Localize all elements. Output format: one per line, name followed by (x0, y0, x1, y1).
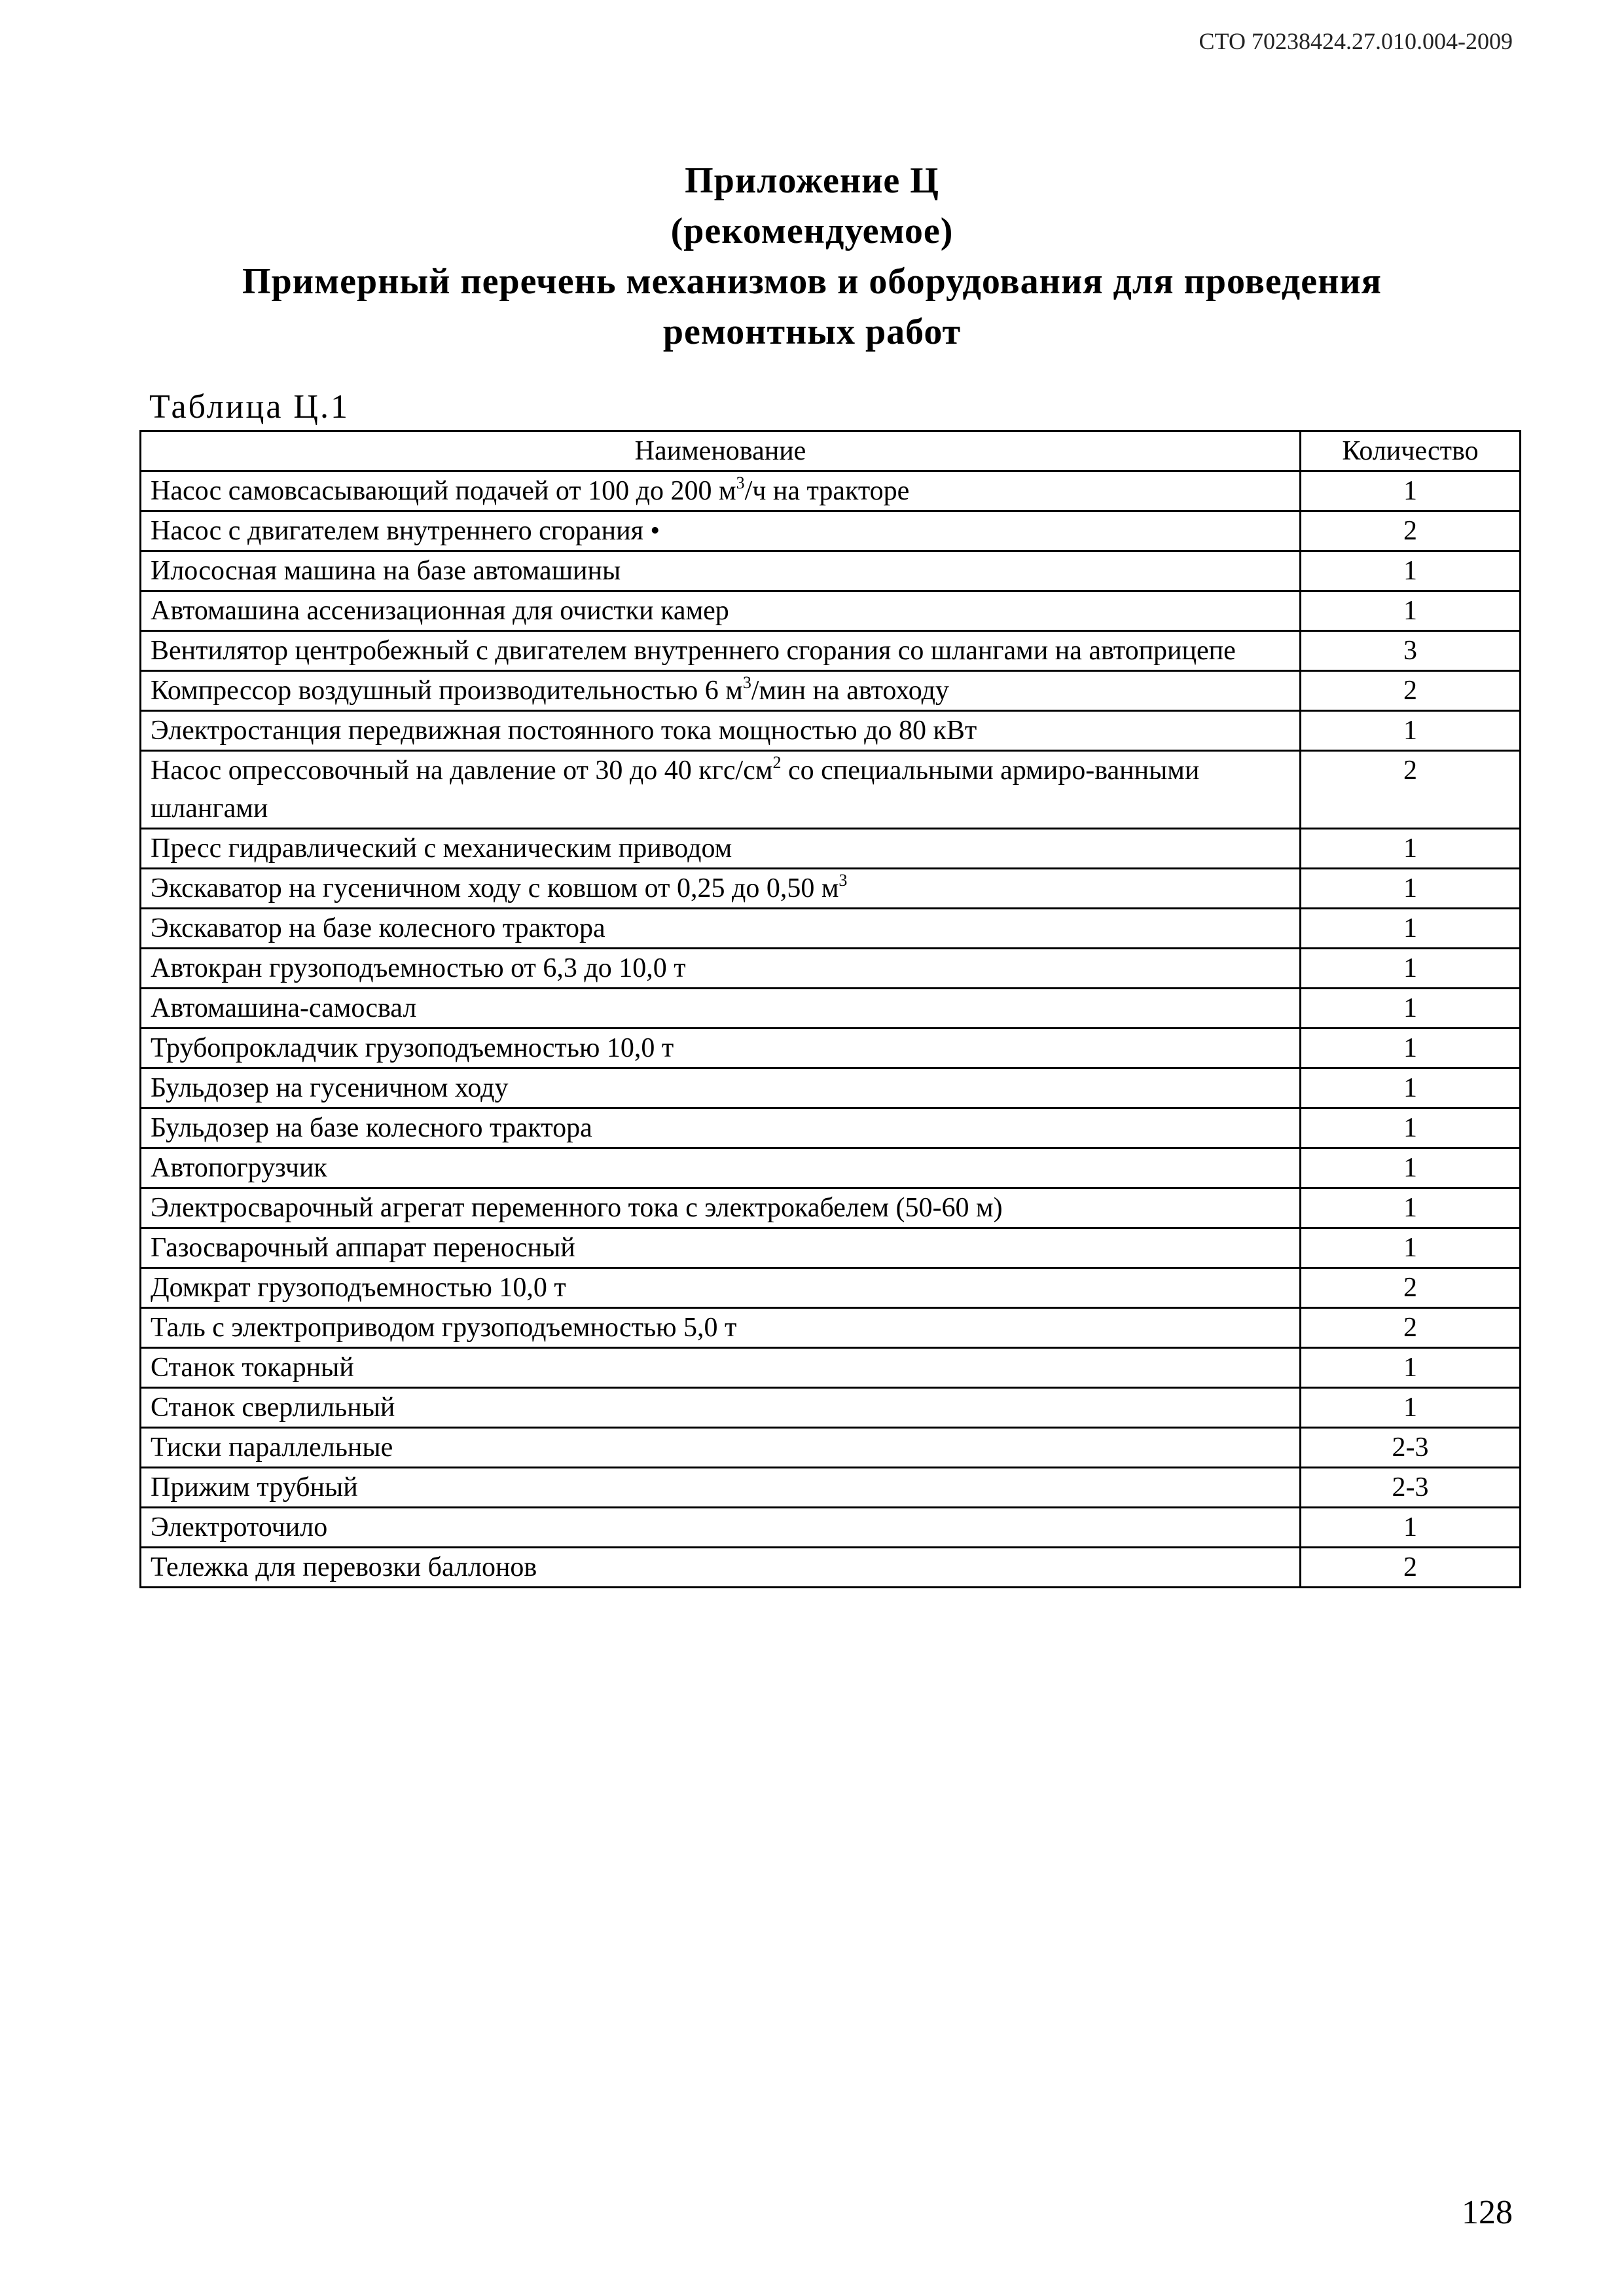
equipment-name-cell (141, 1148, 1301, 1188)
table-row (141, 1188, 1521, 1228)
table-row (141, 1348, 1521, 1388)
appendix-subject-line-2: ремонтных работ (662, 312, 962, 352)
equipment-name-cell (141, 1228, 1301, 1268)
equipment-name-cell (141, 1348, 1301, 1388)
quantity-cell: 3 (1301, 631, 1521, 671)
equipment-name-text: Электросварочный агрегат переменного тока с электрокабелем (50-60 м) (151, 1193, 1003, 1223)
equipment-name-cell (141, 1548, 1301, 1588)
equipment-name-cell (141, 1508, 1301, 1548)
equipment-name-cell (141, 1388, 1301, 1428)
equipment-name-cell (141, 989, 1301, 1029)
quantity-cell: 2-3 (1301, 1428, 1521, 1468)
table-row (141, 1428, 1521, 1468)
quantity-cell: 1 (1301, 1068, 1521, 1108)
equipment-name-cell (141, 1188, 1301, 1228)
equipment-name-text: Автомашина ассенизационная для очистки камер (151, 596, 729, 626)
table-row (141, 1108, 1521, 1148)
table-row (141, 1468, 1521, 1508)
quantity-cell: 2 (1301, 671, 1521, 711)
equipment-name-text: Насос опрессовочный на давление от 30 до 40 кгс/см (151, 756, 773, 786)
equipment-name-cell (141, 511, 1301, 551)
equipment-name-cell (141, 1029, 1301, 1068)
equipment-name-text: Тележка для перевозки баллонов (151, 1552, 537, 1582)
equipment-name-cell (141, 631, 1301, 671)
quantity-cell: 2 (1301, 1268, 1521, 1308)
equipment-name-text: Электроточило (151, 1512, 328, 1542)
equipment-name-cell (141, 711, 1301, 751)
equipment-name-text: Тиски параллельные (151, 1432, 393, 1463)
table-row (141, 631, 1521, 671)
table-row (141, 671, 1521, 711)
quantity-cell: 1 (1301, 949, 1521, 989)
quantity-cell: 1 (1301, 1348, 1521, 1388)
quantity-cell: 1 (1301, 551, 1521, 591)
table-body (141, 471, 1521, 1588)
equipment-name-text: Вентилятор центробежный с двигателем внутреннего сгорания со шлангами на автоприцепе (151, 636, 1236, 666)
equipment-name-cell (141, 1108, 1301, 1148)
equipment-name-cell (141, 591, 1301, 631)
equipment-name-text: Экскаватор на гусеничном ходу с ковшом от 0,25 до 0,50 м (151, 873, 839, 903)
table-row (141, 1029, 1521, 1068)
equipment-name-text: Пресс гидравлический с механическим приводом (151, 833, 732, 864)
quantity-cell: 1 (1301, 909, 1521, 949)
equipment-name-text: Бульдозер на базе колесного трактора (151, 1113, 592, 1143)
unit-exponent: 3 (839, 871, 848, 890)
equipment-name-text: Домкрат грузоподъемностью 10,0 т (151, 1273, 566, 1303)
equipment-name-text: Электростанция передвижная постоянного тока мощностью до 80 кВт (151, 716, 977, 746)
equipment-name-cell (141, 1308, 1301, 1348)
table-row (141, 711, 1521, 751)
quantity-cell: 2 (1301, 1308, 1521, 1348)
unit-exponent: 2 (772, 753, 782, 772)
table-row (141, 591, 1521, 631)
unit-exponent: 3 (742, 673, 751, 692)
equipment-name-text-continued: со специальными армиро-ванными шлангами (151, 756, 1200, 824)
equipment-name-cell (141, 1468, 1301, 1508)
quantity-cell: 1 (1301, 1508, 1521, 1548)
equipment-name-cell (141, 551, 1301, 591)
appendix-subject-line-1: Примерный перечень механизмов и оборудования для проведения (242, 261, 1382, 302)
equipment-name-text: Насос самовсасывающий подачей от 100 до 200 м (151, 476, 736, 506)
quantity-cell: 2 (1301, 1548, 1521, 1588)
page-number: 128 (1462, 2194, 1513, 2231)
quantity-cell: 1 (1301, 1148, 1521, 1188)
table-row (141, 1548, 1521, 1588)
quantity-cell: 1 (1301, 1188, 1521, 1228)
table-row (141, 1268, 1521, 1308)
equipment-name-text: Автокран грузоподъемностью от 6,3 до 10,0 т (151, 953, 686, 983)
quantity-cell: 1 (1301, 829, 1521, 869)
table-row (141, 1068, 1521, 1108)
equipment-name-text: Илососная машина на базе автомашины (151, 556, 621, 586)
equipment-name-text: Автопогрузчик (151, 1153, 327, 1183)
table-row (141, 989, 1521, 1029)
quantity-cell: 1 (1301, 1029, 1521, 1068)
quantity-cell: 1 (1301, 711, 1521, 751)
appendix-status: (рекомендуемое) (670, 211, 954, 251)
table-row (141, 1148, 1521, 1188)
equipment-name-cell (141, 1068, 1301, 1108)
equipment-name-text: Прижим трубный (151, 1472, 358, 1503)
quantity-cell: 1 (1301, 1228, 1521, 1268)
table-row (141, 551, 1521, 591)
equipment-name-text-continued: /мин на автоходу (751, 676, 949, 706)
quantity-cell: 2 (1301, 751, 1521, 829)
equipment-name-cell (141, 751, 1301, 829)
table-row (141, 909, 1521, 949)
table-row (141, 829, 1521, 869)
column-header-name: Наименование (141, 431, 1301, 471)
table-row (141, 949, 1521, 989)
equipment-name-text: Газосварочный аппарат переносный (151, 1233, 575, 1263)
table-row (141, 869, 1521, 909)
unit-exponent: 3 (736, 473, 745, 492)
quantity-cell: 2 (1301, 511, 1521, 551)
table-header-row (141, 431, 1521, 471)
table-row (141, 1308, 1521, 1348)
table-row (141, 1388, 1521, 1428)
table-row (141, 511, 1521, 551)
quantity-cell: 2-3 (1301, 1468, 1521, 1508)
equipment-name-text: Таль с электроприводом грузоподъемностью 5,0 т (151, 1313, 737, 1343)
equipment-name-text: Станок сверлильный (151, 1393, 395, 1423)
table-caption: Таблица Ц.1 (149, 388, 350, 426)
equipment-name-cell (141, 471, 1301, 511)
quantity-cell: 1 (1301, 591, 1521, 631)
appendix-title: Приложение Ц (685, 160, 939, 201)
appendix-heading (0, 156, 1624, 357)
equipment-table (139, 430, 1521, 1588)
quantity-cell: 1 (1301, 869, 1521, 909)
equipment-name-text: Станок токарный (151, 1353, 354, 1383)
equipment-name-text: Трубопрокладчик грузоподъемностью 10,0 т (151, 1033, 674, 1063)
equipment-name-cell (141, 949, 1301, 989)
equipment-name-text: Бульдозер на гусеничном ходу (151, 1073, 509, 1103)
quantity-cell: 1 (1301, 1388, 1521, 1428)
quantity-cell: 1 (1301, 471, 1521, 511)
quantity-cell: 1 (1301, 989, 1521, 1029)
equipment-name-cell (141, 829, 1301, 869)
table-row (141, 1508, 1521, 1548)
equipment-name-cell (141, 671, 1301, 711)
table-row (141, 471, 1521, 511)
equipment-name-text: Насос с двигателем внутреннего сгорания • (151, 516, 660, 546)
quantity-cell: 1 (1301, 1108, 1521, 1148)
column-header-quantity: Количество (1301, 431, 1521, 471)
equipment-name-text: Автомашина-самосвал (151, 993, 417, 1023)
equipment-name-text: Экскаватор на базе колесного трактора (151, 913, 605, 943)
equipment-name-cell (141, 1268, 1301, 1308)
equipment-name-text-continued: /ч на тракторе (744, 476, 910, 506)
equipment-name-cell (141, 1428, 1301, 1468)
document-code: СТО 70238424.27.010.004-2009 (1199, 28, 1513, 54)
equipment-name-cell (141, 869, 1301, 909)
table-row (141, 1228, 1521, 1268)
equipment-name-cell (141, 909, 1301, 949)
equipment-name-text: Компрессор воздушный производительностью 6 м (151, 676, 743, 706)
table-row (141, 751, 1521, 829)
